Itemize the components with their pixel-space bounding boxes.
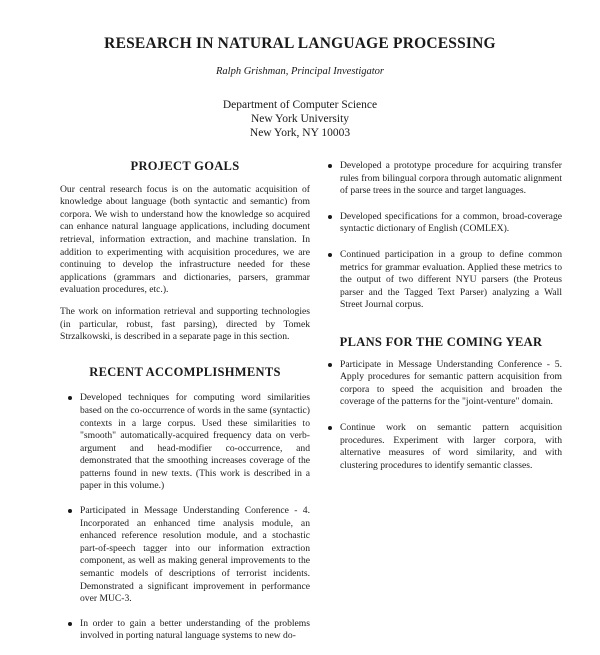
list-item bbox=[320, 422, 562, 472]
plans-list bbox=[320, 359, 562, 473]
right-column bbox=[320, 160, 562, 485]
list-item-text: Participated in Message Understanding Conference - 4. Incorporated an enhanced time analysis module, an enhanced reference resolution module, and a stochastic part-of-speech tagger into our information extraction component, as well as making general improvements to the semantic models of descriptions of terrorist incidents. Demonstrated a significant improvement in performance over MUC-3. bbox=[80, 505, 310, 605]
bullet-icon bbox=[328, 164, 332, 168]
plans-heading: PLANS FOR THE COMING YEAR bbox=[339, 334, 543, 349]
list-item bbox=[60, 618, 310, 643]
list-item bbox=[320, 211, 562, 236]
accomplishments-list bbox=[60, 392, 310, 643]
affiliation-block bbox=[0, 98, 600, 140]
bullet-icon bbox=[328, 253, 332, 257]
list-item-text: Participate in Message Understanding Conference - 5. Apply procedures for semantic pattern acquisition from corpora to speed the acquisition and broaden the coverage of the patterns for the "joint-venture" domain. bbox=[340, 358, 562, 408]
list-item bbox=[320, 160, 562, 198]
left-column bbox=[60, 160, 310, 655]
list-item-text: In order to gain a better understanding of the problems involved in porting natural language systems to new do- bbox=[80, 617, 310, 642]
recent-accomplishments-heading: RECENT ACCOMPLISHMENTS bbox=[89, 364, 281, 379]
author-line: Ralph Grishman, Principal Investigator bbox=[216, 66, 384, 77]
list-item-text: Developed specifications for a common, broad-coverage syntactic dictionary of English (COMLEX). bbox=[340, 210, 562, 235]
affiliation-address: New York, NY 10003 bbox=[249, 127, 351, 139]
list-item-text: Developed a prototype procedure for acquiring transfer rules from bilingual corpora through automatic alignment of parse trees in the source and target languages. bbox=[340, 160, 562, 197]
project-goals-heading: PROJECT GOALS bbox=[130, 159, 240, 173]
list-item bbox=[60, 505, 310, 606]
list-item-text: Developed techniques for computing word similarities based on the co-occurrence of words in the same (syntactic) contexts in a large corpus. Used these similarities to "smooth" automatically-acquired frequency data on verb-argument and head-modifier co-occurrence, and demonstrated that the smoothing increases coverage of the patterns found in new texts. (This work is described in a paper in this volume.) bbox=[80, 392, 310, 492]
list-item-text: Continue work on semantic pattern acquisition procedures. Experiment with larger corpora, with alternative measures of word similarity, and with clustering procedures to identify semantic classes. bbox=[340, 421, 562, 471]
bullet-icon bbox=[68, 509, 72, 513]
bullet-icon bbox=[328, 426, 332, 430]
project-goals-paragraph-1: Our central research focus is on the automatic acquisition of knowledge about language (both syntactic and semantic) from corpora. We wish to understand how the knowledge so acquired can enhance natural language applications, including document retrieval, information extraction, and machine translation. In addition to experimenting with acquisition procedures, we are continuing to develop the infrastructure needed for these applications (grammars and dictionaries, parsers, grammar evaluation procedures, etc.). bbox=[60, 183, 310, 296]
project-goals-paragraph-2: The work on information retrieval and supporting technologies (in particular, robust, fast parsing), directed by Tomek Strzalkowski, is described in a separate page in this section. bbox=[60, 305, 310, 343]
paper-title: RESEARCH IN NATURAL LANGUAGE PROCESSING bbox=[104, 35, 496, 52]
bullet-icon bbox=[328, 363, 332, 367]
bullet-icon bbox=[68, 622, 72, 626]
affiliation-department: Department of Computer Science bbox=[222, 99, 378, 111]
list-item bbox=[320, 249, 562, 312]
accomplishments-list-continued bbox=[320, 160, 562, 312]
bullet-icon bbox=[68, 396, 72, 400]
list-item bbox=[320, 359, 562, 409]
list-item-text: Continued participation in a group to define common metrics for grammar evaluation. Applied these metrics to the output of two different NYU parsers (the Proteus parser and the Tagged Text Parser) analyzing a Wall Street Journal corpus. bbox=[340, 248, 562, 311]
affiliation-university: New York University bbox=[250, 113, 350, 125]
list-item bbox=[60, 392, 310, 493]
bullet-icon bbox=[328, 215, 332, 219]
